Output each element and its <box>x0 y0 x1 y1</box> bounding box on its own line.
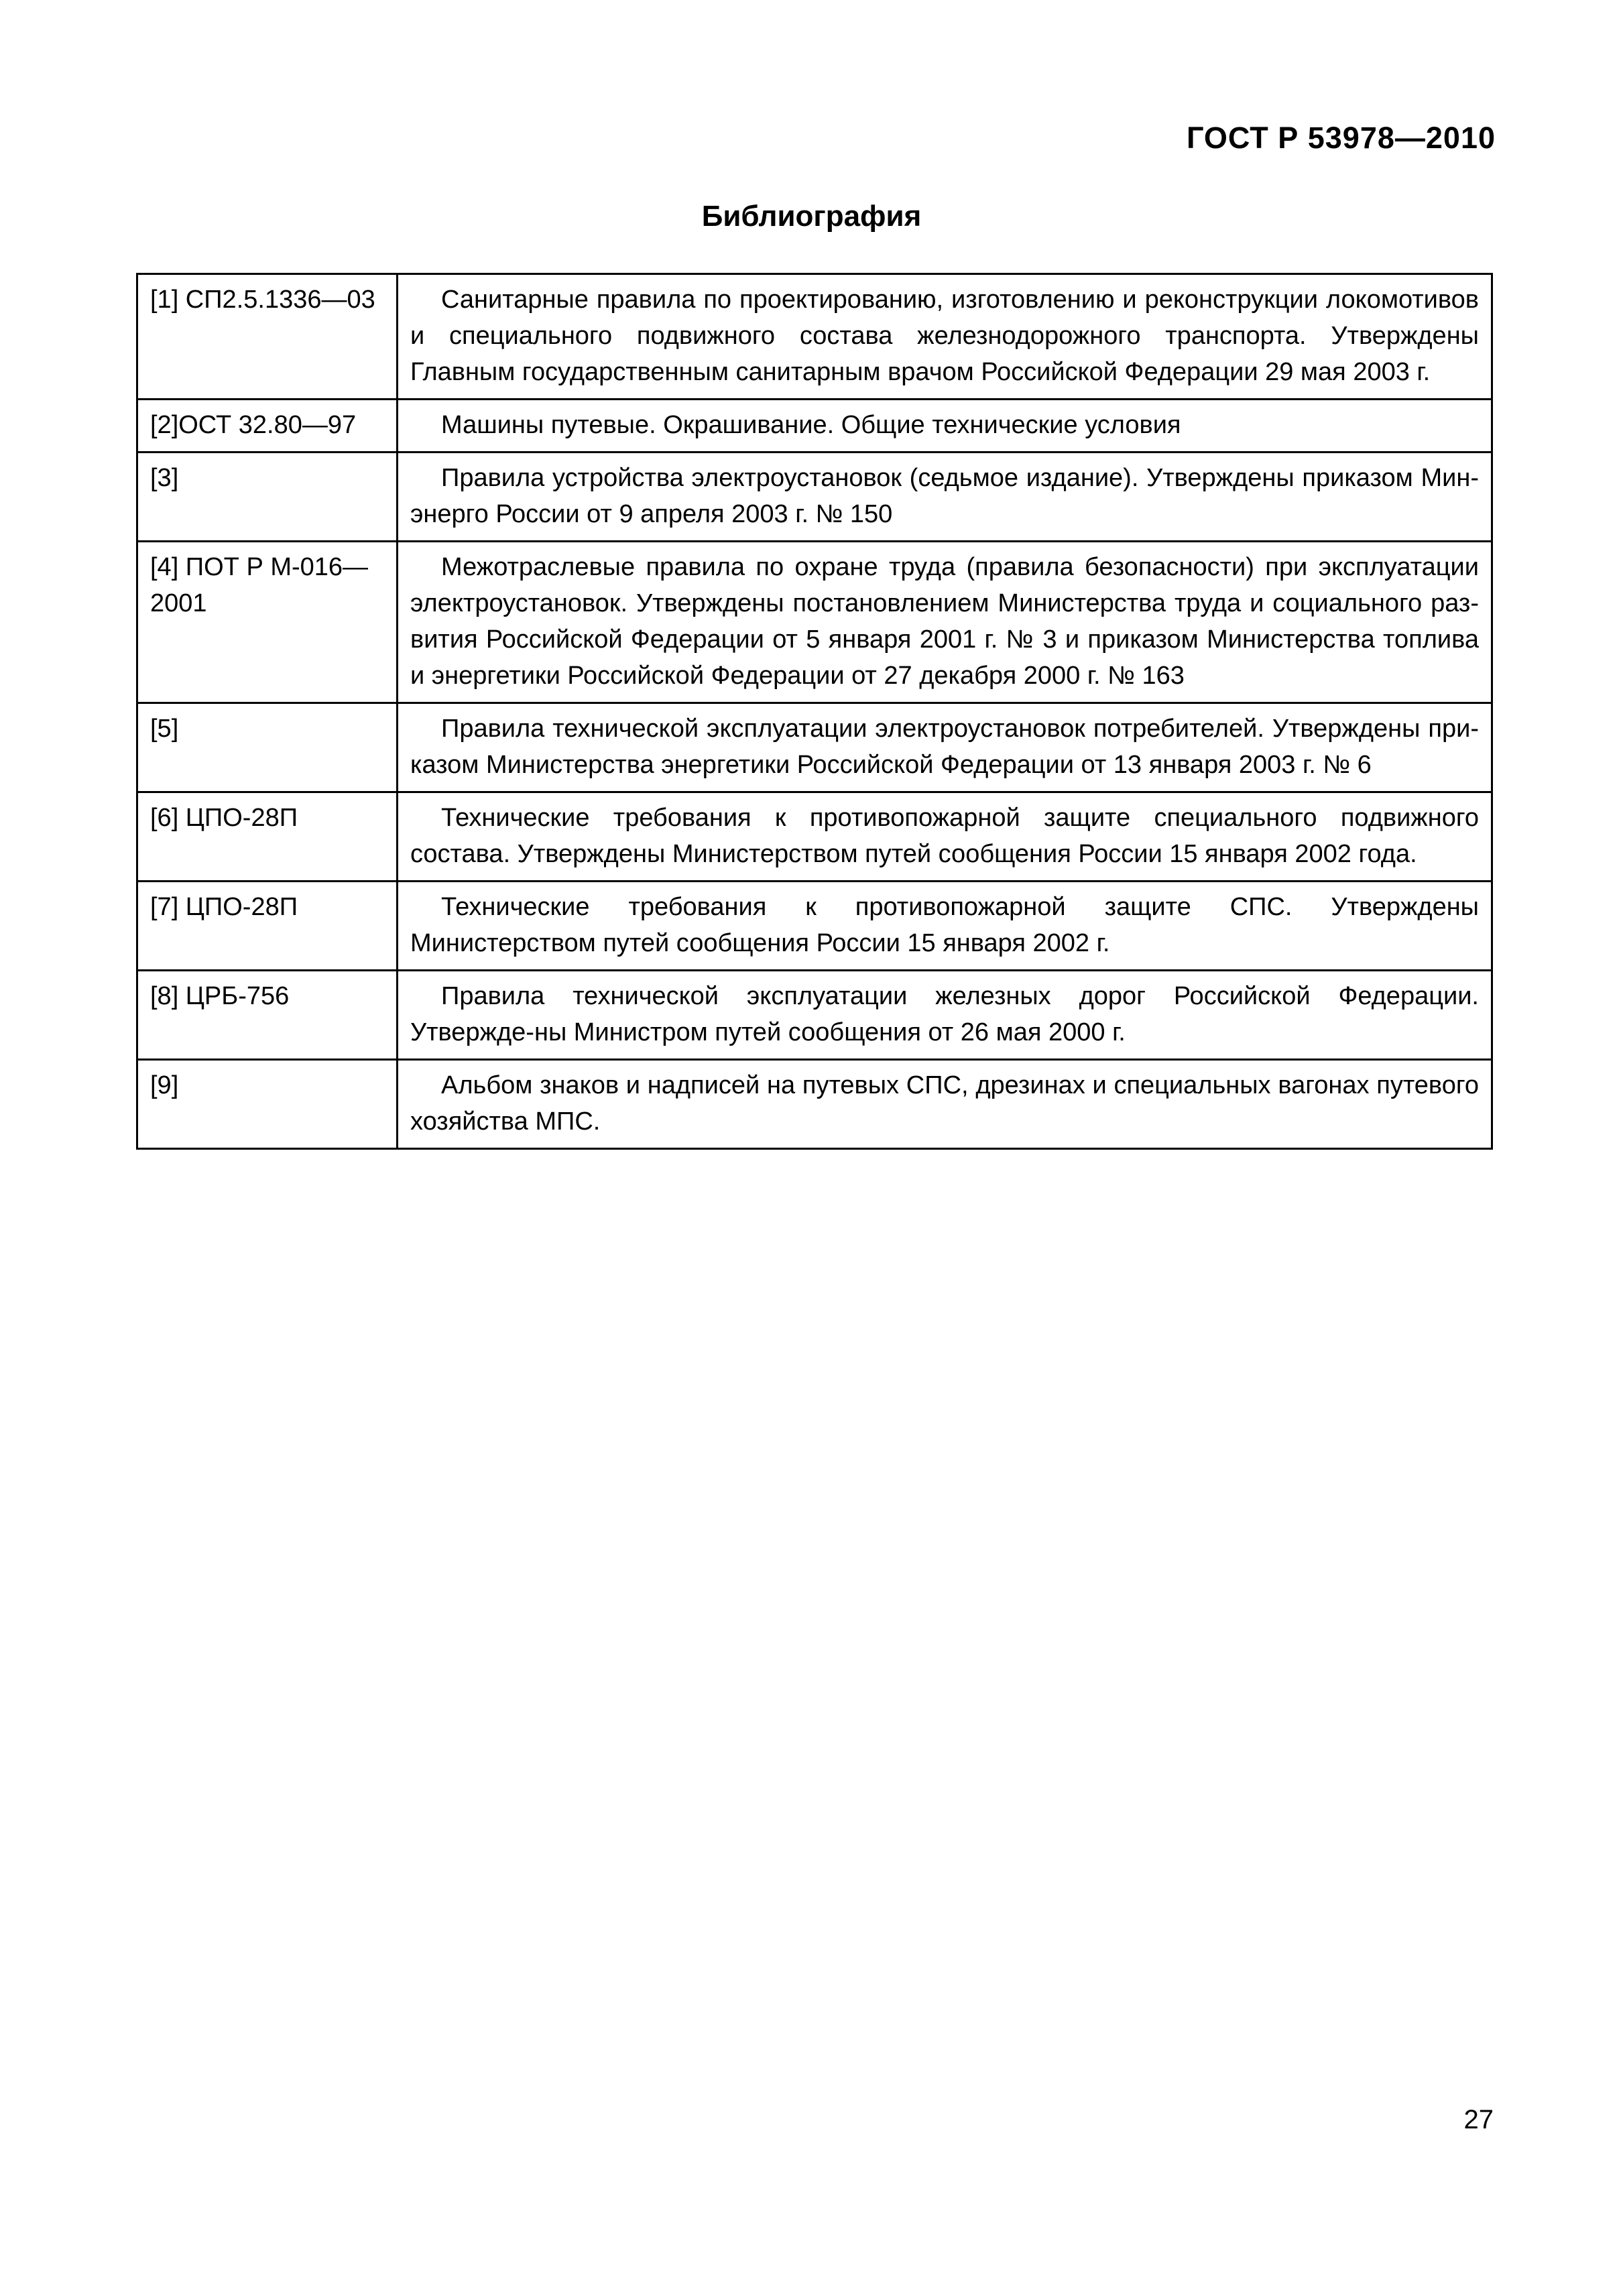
reference-code: [5] <box>137 703 398 792</box>
section-title <box>0 200 1623 233</box>
reference-code: [9] <box>137 1060 398 1149</box>
bibliography-row <box>137 703 1492 792</box>
bibliography-row <box>137 792 1492 882</box>
bibliography-table <box>136 273 1493 1150</box>
reference-description: Санитарные правила по проектированию, изготовлению и реконструкции локомотивов и специального подвижного состава железнодорожного транспорта. Утверждены Главным государственным санитарным врачом Российской Федерации 29 мая 2003 г. <box>398 274 1492 400</box>
bibliography-row <box>137 452 1492 542</box>
reference-code: [2]ОСТ 32.80—97 <box>137 400 398 452</box>
bibliography-row <box>137 274 1492 400</box>
reference-description: Технические требования к противопожарной защите СПС. Утверждены Министерством путей сообщения России 15 января 2002 г. <box>398 882 1492 971</box>
reference-description: Межотраслевые правила по охране труда (правила безопасности) при эксплуатации электроустановок. Утверждены постановлением Министерства труда и социального раз-вития Российской Федерации от 5 января 2001 г. № 3 и приказом Министерства топлива и энергетики Российской Федерации от 27 декабря 2000 г. № 163 <box>398 542 1492 703</box>
reference-code: [6] ЦПО-28П <box>137 792 398 882</box>
bibliography-row <box>137 882 1492 971</box>
bibliography-row <box>137 1060 1492 1149</box>
bibliography-row <box>137 542 1492 703</box>
reference-description: Правила технической эксплуатации железных дорог Российской Федерации. Утвержде-ны Министром путей сообщения от 26 мая 2000 г. <box>398 971 1492 1060</box>
reference-code: [1] СП2.5.1336—03 <box>137 274 398 400</box>
reference-description: Альбом знаков и надписей на путевых СПС, дрезинах и специальных вагонах путевого хозяйства МПС. <box>398 1060 1492 1149</box>
reference-code: [7] ЦПО-28П <box>137 882 398 971</box>
reference-code: [8] ЦРБ-756 <box>137 971 398 1060</box>
reference-code: [3] <box>137 452 398 542</box>
reference-code: [4] ПОТ Р М-016—2001 <box>137 542 398 703</box>
reference-description: Машины путевые. Окрашивание. Общие технические условия <box>398 400 1492 452</box>
document-code: ГОСТ Р 53978—2010 <box>1186 121 1496 155</box>
bibliography-row <box>137 971 1492 1060</box>
section-title-text: Библиография <box>701 200 922 233</box>
page-number: 27 <box>1463 2105 1494 2134</box>
reference-description: Правила устройства электроустановок (седьмое издание). Утверждены приказом Мин-энерго России от 9 апреля 2003 г. № 150 <box>398 452 1492 542</box>
reference-description: Правила технической эксплуатации электроустановок потребителей. Утверждены при-казом Министерства энергетики Российской Федерации от 13 января 2003 г. № 6 <box>398 703 1492 792</box>
reference-description: Технические требования к противопожарной защите специального подвижного состава. Утверждены Министерством путей сообщения России 15 января 2002 года. <box>398 792 1492 882</box>
bibliography-row <box>137 400 1492 452</box>
